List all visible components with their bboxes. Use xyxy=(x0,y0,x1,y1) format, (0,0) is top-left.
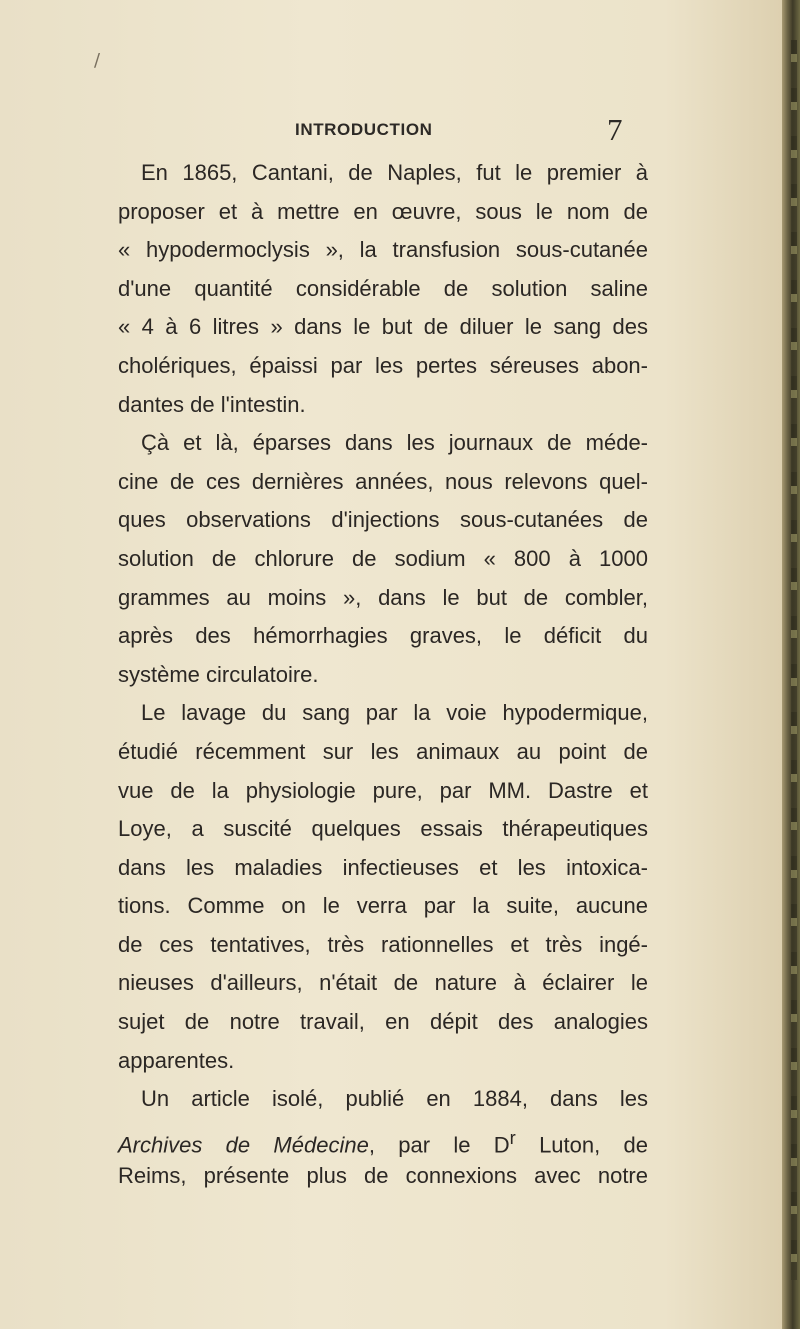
text-line: En 1865, Cantani, de Naples, fut le premier à xyxy=(141,160,648,185)
journal-title: Archives de Médecine xyxy=(118,1132,369,1158)
text-line: cine de ces dernières années, nous relevons quel- xyxy=(118,468,648,494)
text-line: apparentes. xyxy=(118,1047,235,1073)
text-line: Çà et là, éparses dans les journaux de méde- xyxy=(141,430,648,456)
text-line: système circulatoire. xyxy=(118,661,319,687)
text-line: « 4 à 6 litres » dans le but de diluer le sang des xyxy=(118,314,648,340)
text-line: Reims, présente plus de connexions avec notre xyxy=(118,1163,648,1189)
text-line: grammes au moins », dans le but de combler, xyxy=(118,584,648,610)
text-line: proposer et à mettre en œuvre, sous le nom de xyxy=(118,198,648,224)
book-edge xyxy=(782,0,800,1329)
text-line: dantes de l'intestin. xyxy=(118,391,306,417)
text-line: d'une quantité considérable de solution saline xyxy=(118,275,648,301)
text-line: « hypodermoclysis », la transfusion sous-cutanée xyxy=(118,237,648,263)
text-line: après des hémorrhagies graves, le déficit du xyxy=(118,623,648,649)
text-line: tions. Comme on le verra par la suite, aucune xyxy=(118,893,648,919)
text-line: de ces tentatives, très rationnelles et très ingé- xyxy=(118,931,648,957)
body-text xyxy=(118,154,648,1196)
text-line: cholériques, épaissi par les pertes séreuses abon- xyxy=(118,352,648,378)
citation-author: Luton, de xyxy=(515,1132,648,1158)
text-line: dans les maladies infectieuses et les intoxica- xyxy=(118,854,648,880)
doctor-superscript: r xyxy=(509,1126,516,1148)
text-line: Loye, a suscité quelques essais thérapeutiques xyxy=(118,816,648,842)
text-line: Le lavage du sang par la voie hypodermique, xyxy=(141,700,648,726)
text-line-citation xyxy=(118,1119,648,1158)
text-line: nieuses d'ailleurs, n'était de nature à éclairer le xyxy=(118,970,648,996)
text-line: solution de chlorure de sodium « 800 à 1000 xyxy=(118,545,648,571)
citation-text: , par le D xyxy=(368,1132,510,1158)
text-line: sujet de notre travail, en dépit des analogies xyxy=(118,1009,648,1035)
text-line: étudié récemment sur les animaux au point de xyxy=(118,738,648,764)
text-line: ques observations d'injections sous-cutanées de xyxy=(118,507,648,533)
running-title: INTRODUCTION xyxy=(295,120,433,139)
text-line: vue de la physiologie pure, par MM. Dastre et xyxy=(118,777,648,803)
page-header xyxy=(0,112,782,148)
text-line: Un article isolé, publié en 1884, dans les xyxy=(141,1086,648,1112)
page-number: 7 xyxy=(607,112,623,147)
corner-mark: / xyxy=(94,50,101,71)
